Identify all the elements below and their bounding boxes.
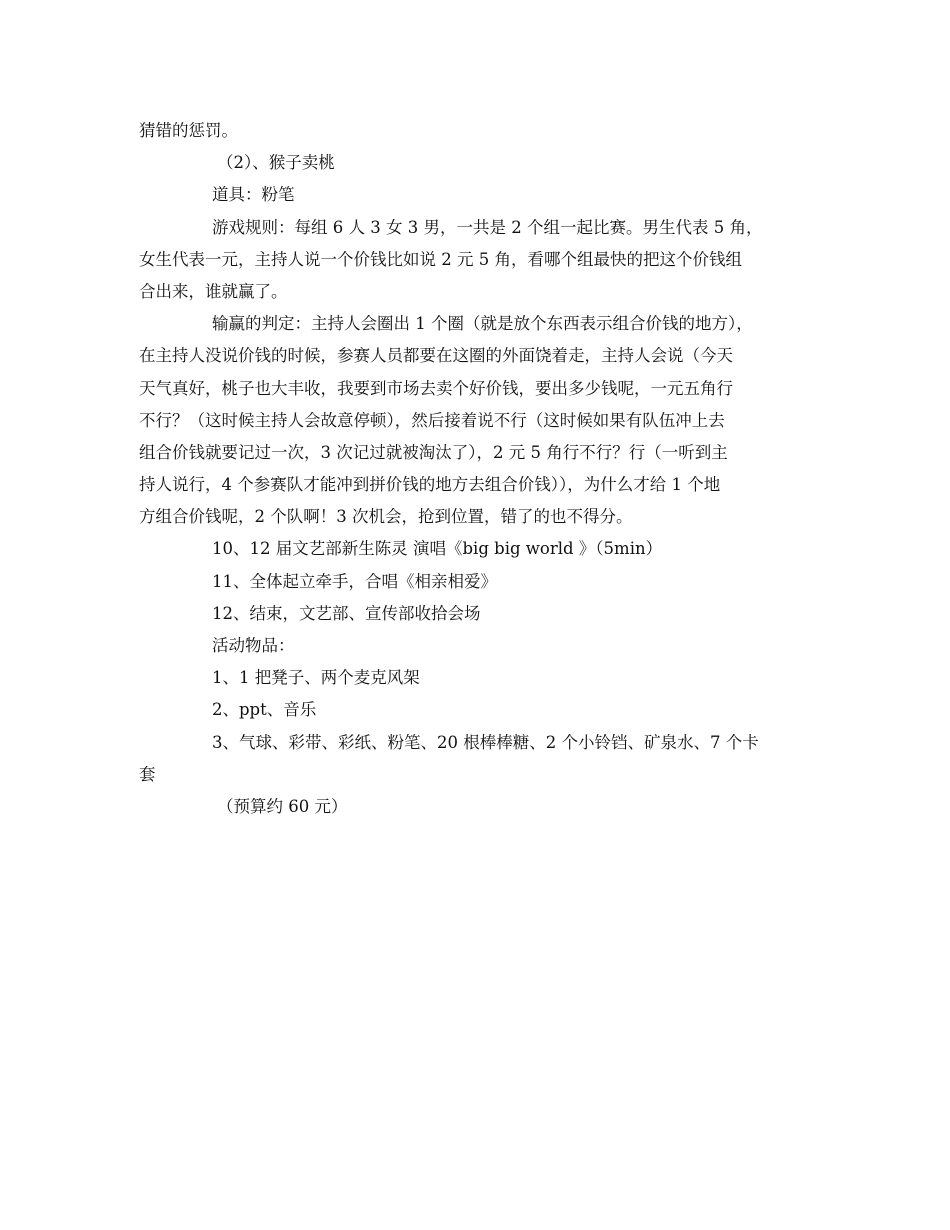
list-item: 10、12 届文艺部新生陈灵 演唱《big big world 》（5min） [212,539,663,559]
list-item: 2、ppt、音乐 [212,700,317,720]
section-heading: 活动物品： [212,636,295,655]
text-line: 套 [139,764,156,784]
list-item: 1、1 把凳子、两个麦克风架 [212,668,420,688]
text-line: 游戏规则：每组 6 人 3 女 3 男，一共是 2 个组一起比赛。男生代表 5 角， [212,217,763,237]
list-item: 11、全体起立牵手，合唱《相亲相爱》 [212,571,497,591]
text-line: 输赢的判定：主持人会圈出 1 个圈（就是放个东西表示组合价钱的地方）， [212,314,753,334]
budget-note: （预算约 60 元） [217,796,348,816]
section-heading: （2）、猴子卖桃 [217,153,335,173]
document-body [139,115,819,823]
text-line: 方组合价钱呢，2 个队啊！3 次机会，抢到位置，错了的也不得分。 [139,507,633,527]
text-line: 合出来，谁就赢了。 [139,281,288,301]
text-line: 组合价钱就要记过一次，3 次记过就被淘汰了），2 元 5 角行不行？行（一听到主 [139,442,728,462]
list-item: 3、气球、彩带、彩纸、粉笔、20 根棒棒糖、2 个小铃铛、矿泉水、7 个卡 [212,732,759,752]
text-line: 不行？（这时候主持人会故意停顿），然后接着说不行（这时候如果有队伍冲上去 [139,410,725,430]
text-line: 道具：粉笔 [212,185,295,205]
text-line: 天气真好，桃子也大丰收，我要到市场去卖个好价钱，要出多少钱呢，一元五角行 [139,378,733,398]
text-line: 在主持人没说价钱的时候，参赛人员都要在这圈的外面饶着走，主持人会说（今天 [139,346,733,366]
text-line: 持人说行，4 个参赛队才能冲到拼价钱的地方去组合价钱）），为什么才给 1 个地 [139,475,721,495]
list-item: 12、结束，文艺部、宣传部收拾会场 [212,603,481,623]
text-line: 女生代表一元，主持人说一个价钱比如说 2 元 5 角，看哪个组最快的把这个价钱组 [139,249,742,269]
text-line: 猜错的惩罚。 [139,121,238,140]
